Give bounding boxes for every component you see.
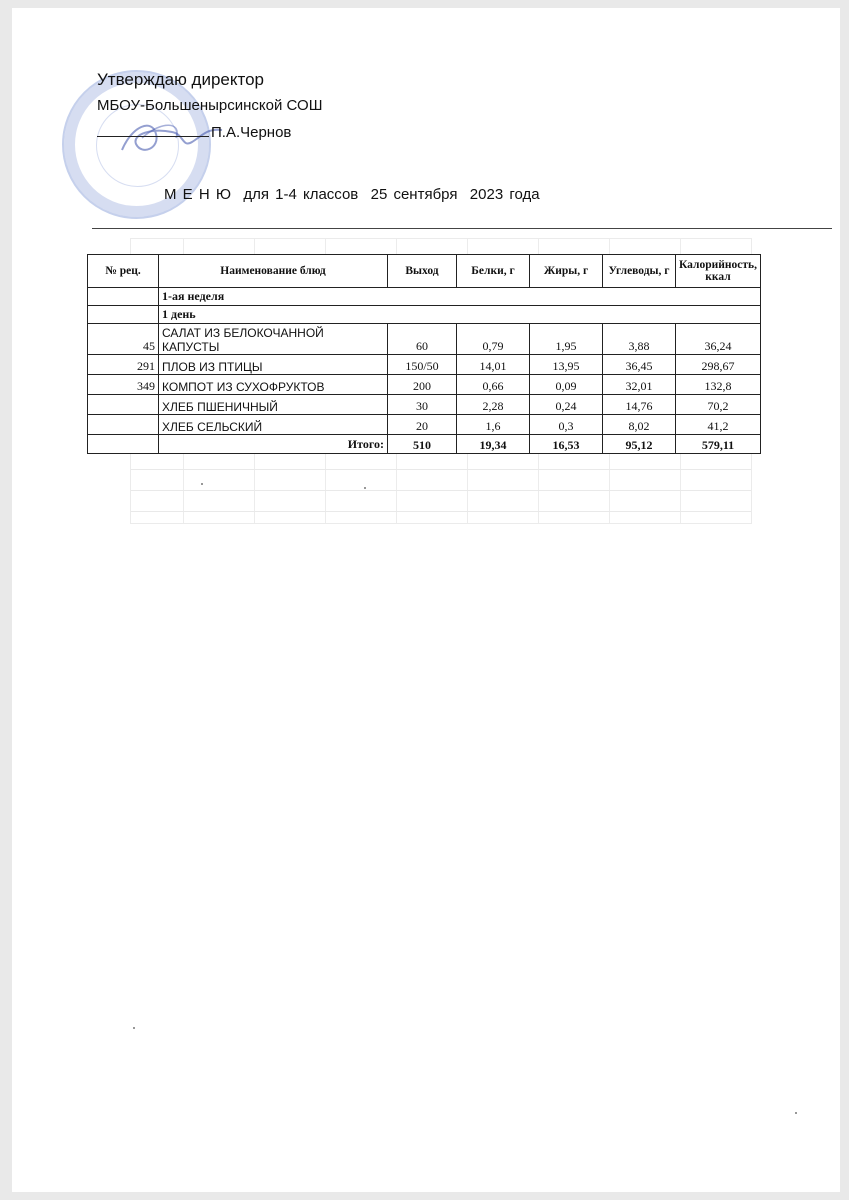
- col-carbs: Углеводы, г: [603, 255, 676, 288]
- total-output: 510: [388, 435, 457, 454]
- col-fat: Жиры, г: [530, 255, 603, 288]
- col-rec-number: № рец.: [88, 255, 159, 288]
- school-name: МБОУ-Большенырсинской СОШ: [97, 97, 323, 114]
- dish-name: ХЛЕБ СЕЛЬСКИЙ: [159, 415, 388, 435]
- total-carbs: 95,12: [603, 435, 676, 454]
- table-header-row: [88, 255, 761, 288]
- dish-calories: 132,8: [676, 375, 761, 395]
- dish-name: КОМПОТ ИЗ СУХОФРУКТОВ: [159, 375, 388, 395]
- dish-protein: 2,28: [457, 395, 530, 415]
- dish-output: 20: [388, 415, 457, 435]
- scan-speck: [133, 1027, 135, 1029]
- dish-fat: 1,95: [530, 324, 603, 355]
- dish-output: 30: [388, 395, 457, 415]
- dish-output: 60: [388, 324, 457, 355]
- director-signature-line: [97, 124, 291, 141]
- total-fat: 16,53: [530, 435, 603, 454]
- total-protein: 19,34: [457, 435, 530, 454]
- dish-protein: 1,6: [457, 415, 530, 435]
- table-row: [88, 395, 761, 415]
- dish-protein: 0,79: [457, 324, 530, 355]
- scan-speck: [795, 1112, 797, 1114]
- total-row: [88, 435, 761, 454]
- scan-speck: [364, 487, 366, 489]
- col-protein: Белки, г: [457, 255, 530, 288]
- menu-table: [87, 254, 761, 454]
- col-output: Выход: [388, 255, 457, 288]
- day-row: [88, 306, 761, 324]
- dish-carbs: 8,02: [603, 415, 676, 435]
- dish-carbs: 3,88: [603, 324, 676, 355]
- total-label: Итого:: [159, 435, 388, 454]
- rec-number: 45: [88, 324, 159, 355]
- dish-name: ПЛОВ ИЗ ПТИЦЫ: [159, 355, 388, 375]
- week-row: [88, 288, 761, 306]
- dish-name: ХЛЕБ ПШЕНИЧНЫЙ: [159, 395, 388, 415]
- day-label: 1 день: [159, 306, 761, 324]
- rec-number: 349: [88, 375, 159, 395]
- rec-number: 291: [88, 355, 159, 375]
- approval-line: Утверждаю директор: [97, 70, 265, 89]
- dish-fat: 0,09: [530, 375, 603, 395]
- dish-output: 200: [388, 375, 457, 395]
- dish-carbs: 36,45: [603, 355, 676, 375]
- dish-output: 150/50: [388, 355, 457, 375]
- table-row: [88, 415, 761, 435]
- table-row: [88, 324, 761, 355]
- table-row: [88, 355, 761, 375]
- dish-calories: 70,2: [676, 395, 761, 415]
- col-calories: Калорийность, ккал: [676, 255, 761, 288]
- week-label: 1-ая неделя: [159, 288, 761, 306]
- dish-calories: 298,67: [676, 355, 761, 375]
- divider: [92, 228, 832, 229]
- dish-fat: 13,95: [530, 355, 603, 375]
- dish-carbs: 14,76: [603, 395, 676, 415]
- dish-protein: 0,66: [457, 375, 530, 395]
- rec-number: [88, 395, 159, 415]
- dish-protein: 14,01: [457, 355, 530, 375]
- dish-fat: 0,3: [530, 415, 603, 435]
- scan-speck: [201, 483, 203, 485]
- dish-carbs: 32,01: [603, 375, 676, 395]
- director-name: П.А.Чернов: [211, 124, 292, 141]
- col-dish-name: Наименование блюд: [159, 255, 388, 288]
- table-row: [88, 375, 761, 395]
- dish-fat: 0,24: [530, 395, 603, 415]
- dish-name: САЛАТ ИЗ БЕЛОКОЧАННОЙ КАПУСТЫ: [159, 324, 388, 355]
- signature-blank: [97, 136, 209, 137]
- dish-calories: 36,24: [676, 324, 761, 355]
- total-calories: 579,11: [676, 435, 761, 454]
- rec-number: [88, 415, 159, 435]
- dish-calories: 41,2: [676, 415, 761, 435]
- page-title: М Е Н Ю для 1-4 классов 25 сентября 2023 года: [164, 186, 540, 203]
